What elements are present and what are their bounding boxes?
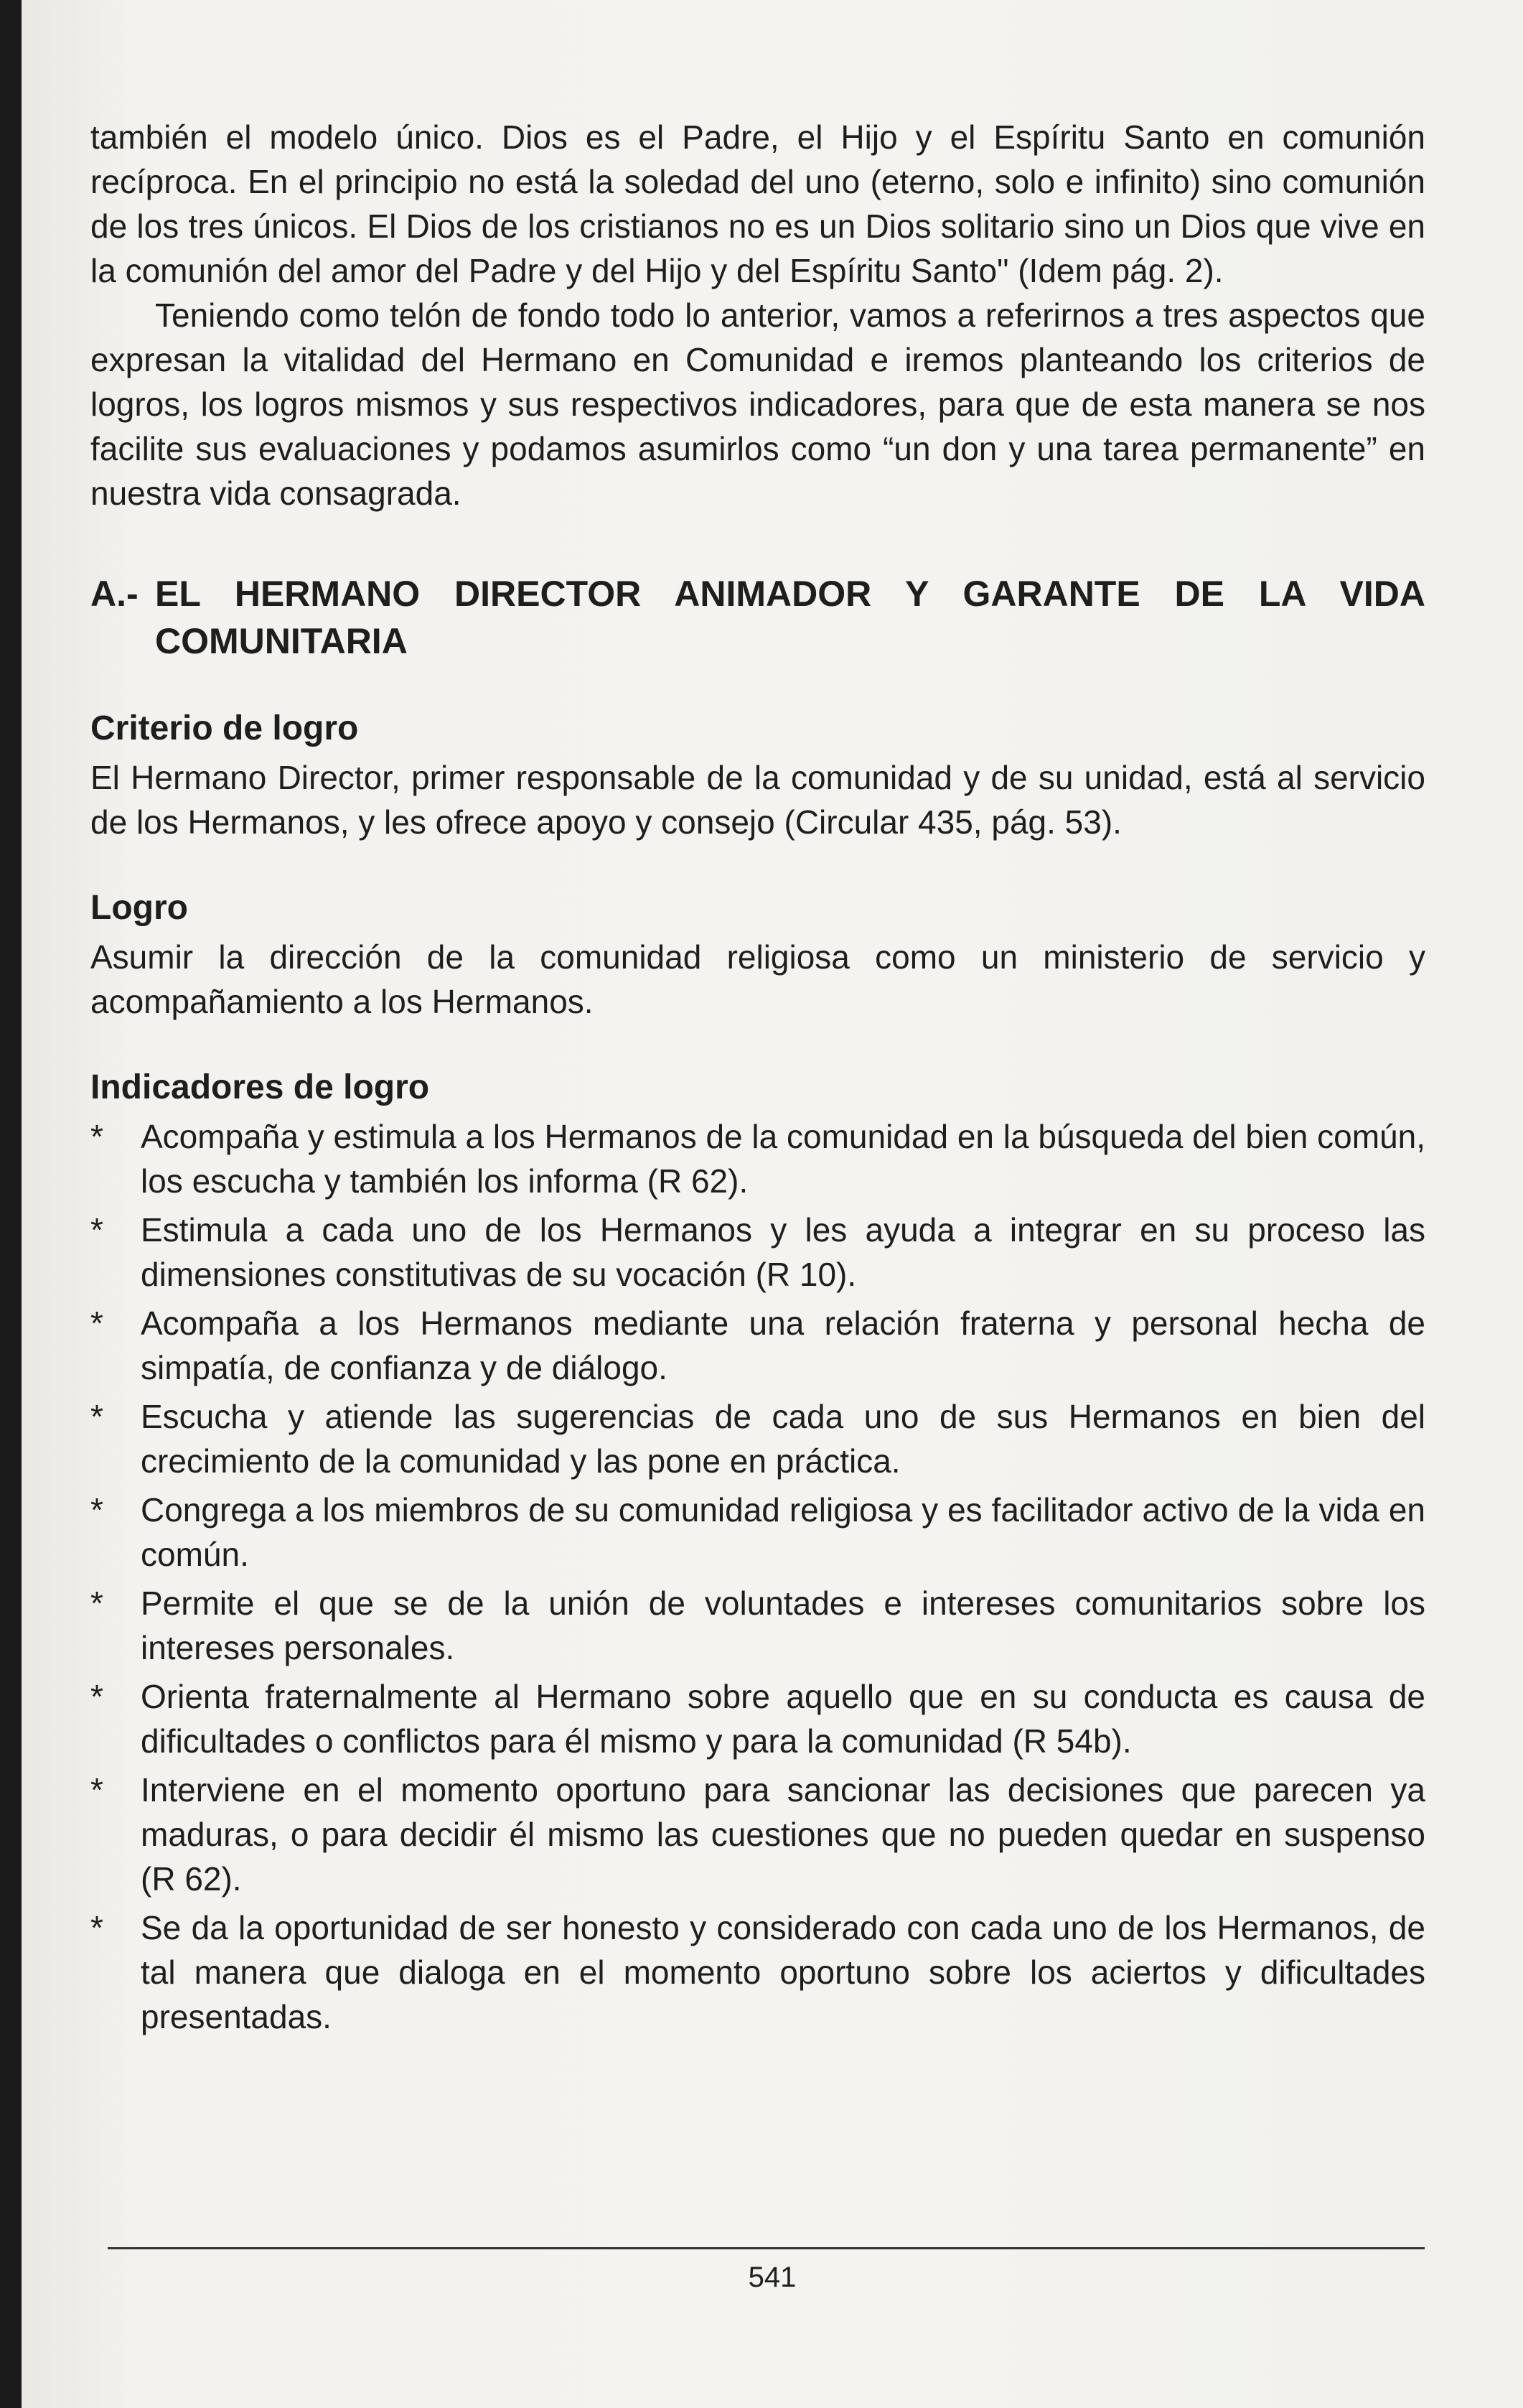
bullet-marker: * (90, 1491, 103, 1529)
indicator-text: Escucha y atiende las sugerencias de cada uno de sus Hermanos en bien del crecimiento de la comunidad y las pone en práctica. (141, 1398, 1425, 1480)
bullet-marker: * (90, 1909, 103, 1946)
section-letter: A.- (90, 574, 139, 614)
bullet-marker: * (90, 1771, 103, 1809)
bullet-marker: * (90, 1398, 103, 1435)
indicator-text: Orienta fraternalmente al Hermano sobre aquello que en su conducta es causa de dificultades o conflictos para él mismo y para la comunidad (R 54b). (141, 1678, 1425, 1760)
bullet-marker: * (90, 1211, 103, 1249)
book-page (22, 0, 1523, 2408)
list-item (90, 1768, 1425, 1901)
list-item (90, 1905, 1425, 2039)
indicator-text: Estimula a cada uno de los Hermanos y les ayuda a integrar en su proceso las dimensiones constitutivas de su vocación (R 10). (141, 1211, 1425, 1293)
section-heading (90, 570, 1425, 665)
page-number: 541 (748, 2262, 797, 2293)
bullet-marker: * (90, 1585, 103, 1622)
footer-divider (108, 2247, 1425, 2249)
indicator-text: Interviene en el momento oportuno para sancionar las decisiones que parecen ya maduras, o para decidir él mismo las cuestiones que no pueden quedar en suspenso (R 62). (141, 1771, 1425, 1898)
indicator-text: Congrega a los miembros de su comunidad religiosa y es facilitador activo de la vida en común. (141, 1491, 1425, 1573)
indicator-text: Se da la oportunidad de ser honesto y considerado con cada uno de los Hermanos, de tal manera que dialoga en el momento oportuno sobre los aciertos y dificultades presentadas. (141, 1909, 1425, 2035)
indicator-list (90, 1114, 1425, 2039)
bullet-marker: * (90, 1678, 103, 1715)
page-body (90, 115, 1425, 2043)
list-item (90, 1208, 1425, 1297)
intro-paragraph-2: Teniendo como telón de fondo todo lo anterior, vamos a referirnos a tres aspectos que expresan la vitalidad del Hermano en Comunidad e iremos planteando los criterios de logros, los logros mismos y sus respectivos indicadores, para que de esta manera se nos facilite sus evaluaciones y podamos asumirlos como “un don y una tarea permanente” en nuestra vida consagrada. (90, 297, 1425, 512)
section-title: EL HERMANO DIRECTOR ANIMADOR Y GARANTE DE LA VIDA COMUNITARIA (155, 574, 1425, 661)
logro-text: Asumir la dirección de la comunidad religiosa como un ministerio de servicio y acompañamiento a los Hermanos. (90, 938, 1425, 1020)
intro-paragraph-1: también el modelo único. Dios es el Padre, el Hijo y el Espíritu Santo en comunión recíproca. En el principio no está la soledad del uno (eterno, solo e infinito) sino comunión de los tres únicos. El Dios de los cristianos no es un Dios solitario sino un Dios que vive en la comunión del amor del Padre y del Hijo y del Espíritu Santo" (Idem pág. 2). (90, 118, 1425, 289)
list-item (90, 1114, 1425, 1203)
indicator-text: Permite el que se de la unión de voluntades e intereses comunitarios sobre los intereses personales. (141, 1585, 1425, 1666)
bullet-marker: * (90, 1118, 103, 1155)
list-item (90, 1394, 1425, 1483)
list-item (90, 1581, 1425, 1670)
list-item (90, 1674, 1425, 1763)
list-item (90, 1488, 1425, 1577)
indicadores-heading: Indicadores de logro (90, 1068, 430, 1106)
indicator-text: Acompaña a los Hermanos mediante una relación fraterna y personal hecha de simpatía, de confianza y de diálogo. (141, 1305, 1425, 1386)
list-item (90, 1301, 1425, 1390)
criterio-heading: Criterio de logro (90, 709, 359, 747)
criterio-text: El Hermano Director, primer responsable de la comunidad y de su unidad, está al servicio de los Hermanos, y les ofrece apoyo y consejo (Circular 435, pág. 53). (90, 759, 1425, 841)
logro-heading: Logro (90, 889, 188, 927)
indicator-text: Acompaña y estimula a los Hermanos de la comunidad en la búsqueda del bien común, los escucha y también los informa (R 62). (141, 1118, 1425, 1200)
bullet-marker: * (90, 1305, 103, 1342)
